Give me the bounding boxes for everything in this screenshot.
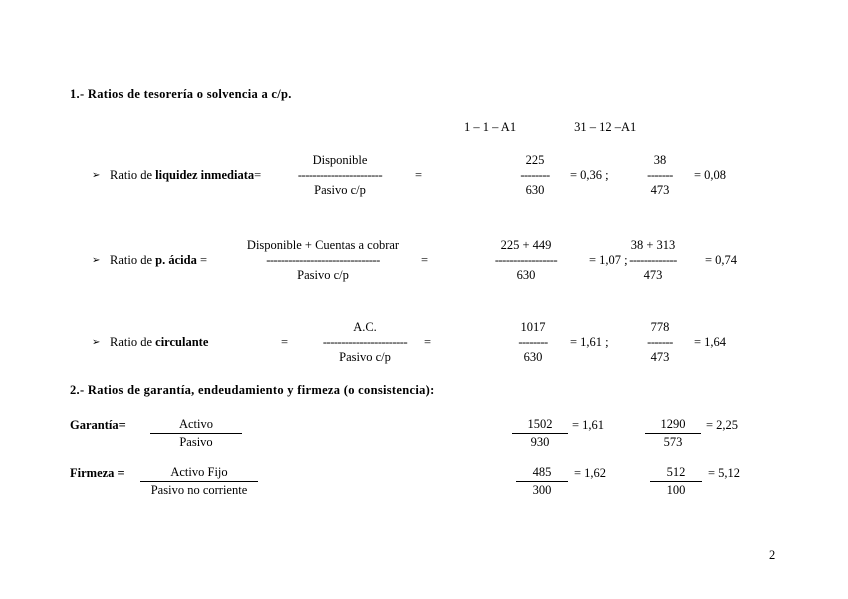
equals-sign: = [415,168,423,182]
ratio-label: Ratio de circulante [110,335,209,349]
ratio-formula-fraction: Disponible + Cuentas a cobrar ------------------------------- Pasivo c/p [246,238,400,282]
firmeza-label: Firmeza = [70,466,125,480]
result-col2: = 0,08 [694,168,727,182]
equals-sign: = [424,335,432,349]
firmeza-result-col2: = 5,12 [708,466,741,480]
column-header-1: 1 – 1 – A1 [464,120,517,134]
section-2-heading: 2.- Ratios de garantía, endeudamiento y firmeza (o consistencia): [70,383,435,397]
column-header-2: 31 – 12 –A1 [574,120,637,134]
result-col1: = 1,61 ; [570,335,609,349]
garantia-result-col2: = 2,25 [706,418,739,432]
ratio-label: Ratio de p. ácida = [110,253,208,267]
section-1-heading: 1.- Ratios de tesorería o solvencia a c/p. [70,87,292,101]
value-fraction-col1: 225 -------- 630 [520,153,550,197]
result-col1: = 1,07 ; [589,253,628,267]
firmeza-formula-fraction: Activo Fijo Pasivo no corriente [140,465,258,498]
garantia-value-col2: $\frac{1290}{573}$ [645,417,701,450]
bullet-icon: ➢ [92,337,101,348]
result-col2: = 0,74 [705,253,738,267]
garantia-value-col1: $\frac{1502}{930}$ [512,417,568,450]
garantia-label: Garantía= [70,418,126,432]
ratio-formula-fraction: Disponible ----------------------- Pasivo c/p [297,153,383,197]
page-number: 2 [769,548,776,562]
equals-sign: = [421,253,429,267]
equals-sign-left: = [281,335,289,349]
bullet-icon: ➢ [92,170,101,181]
column-headers [464,120,636,135]
ratio-formula-fraction: A.C. ----------------------- Pasivo c/p [322,320,408,364]
garantia-formula-fraction: Activo Pasivo [150,417,242,450]
value-fraction-col1: 225 + 449 ----------------- 630 [494,238,558,282]
ratio-label: Ratio de liquidez inmediata= [110,168,262,182]
firmeza-value-col1: $\frac{485}{300}$ [516,465,568,498]
result-col2: = 1,64 [694,335,727,349]
garantia-result-col1: = 1,61 [572,418,605,432]
value-fraction-col2: 778 ------- 473 [647,320,673,364]
bullet-icon: ➢ [92,255,101,266]
value-fraction-col2: 38 + 313 ------------- 473 [629,238,677,282]
firmeza-result-col1: = 1,62 [574,466,607,480]
value-fraction-col2: 38 ------- 473 [647,153,673,197]
result-col1: = 0,36 ; [570,168,609,182]
firmeza-value-col2: $\frac{512}{100}$ [650,465,702,498]
value-fraction-col1: 1017 -------- 630 [518,320,548,364]
